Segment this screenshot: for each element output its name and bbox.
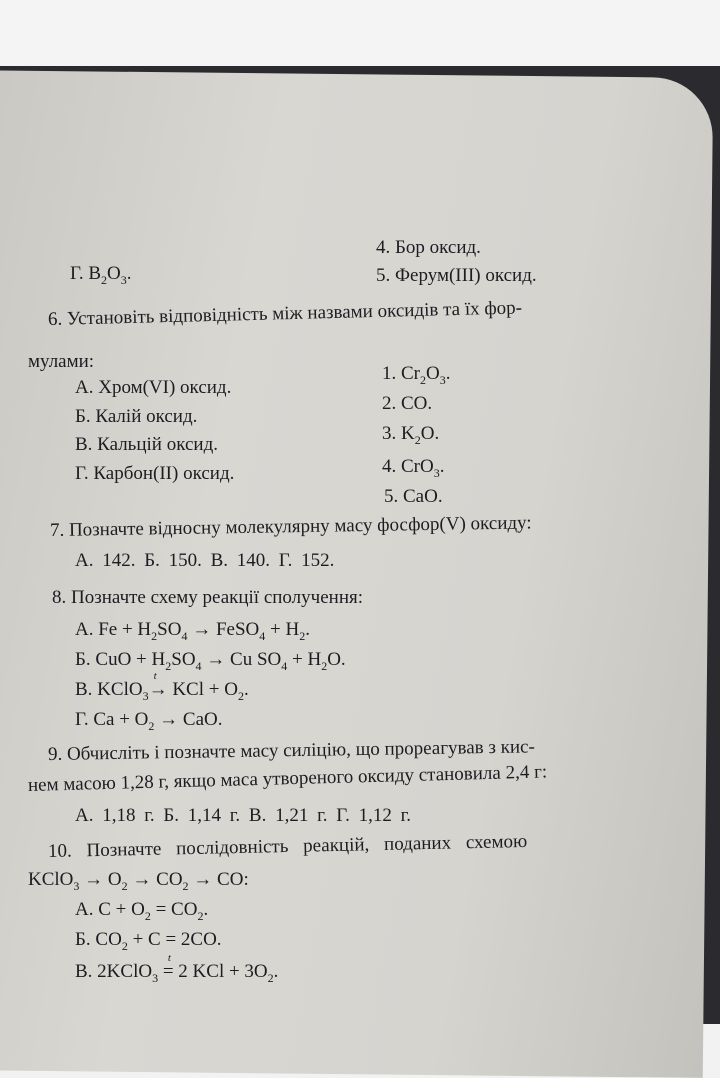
prev-item-5: 5. Ферум(III) оксид.: [376, 265, 537, 286]
q6-text-line1: 6. Установіть відповідність між назвами оксидів та їх фор-: [47, 297, 523, 330]
q6-name-c: В. Кальцій оксид.: [75, 434, 218, 455]
q7-text: 7. Позначте відносну молекулярну масу фосфор(V) оксиду:: [49, 512, 532, 541]
q10-option-c: В. 2KClO$_3$ t = 2 KCl + $3O_2$.: [75, 952, 279, 985]
q6-text-line2: мулами:: [28, 351, 95, 372]
q9-text-line2: нем масою 1,28 г, якщо маса утвореного оксиду становила 2,4 г:: [27, 761, 548, 796]
q10-option-a: А. $C + O_2 = CO_2$.: [75, 899, 209, 923]
q9-text-line1: 9. Обчисліть і позначте масу силіцію, що прореагував з кис-: [47, 736, 535, 765]
q6-formula-4: 4. CrO$_3$.: [382, 456, 445, 480]
q10-text-line1: 10. Позначте послідовність реакцій, поданих схемою: [47, 830, 528, 862]
prev-row-g: Г. $B_2O_3$.: [70, 263, 132, 287]
q10-scheme: KClO$_3$ → $O_2 \to CO_2$ → CO:: [28, 869, 249, 893]
q8-option-a: А. $Fe + H_2SO_4$ → FeSO$_4$ + $H_2$.: [75, 619, 310, 643]
q10-option-b: Б. $CO_2 + C = 2CO$.: [75, 929, 222, 953]
q6-name-a: А. Хром(VI) оксид.: [75, 377, 232, 398]
q7-options: А. 142. Б. 150. В. 140. Г. 152.: [75, 550, 335, 571]
q8-option-b: Б. CuO + $H_2SO_4 \to Cu$ $SO_4 + H_2O$.: [75, 649, 346, 673]
q6-name-d: Г. Карбон(II) оксид.: [75, 463, 235, 484]
q6-formula-1: 1. $Cr_2O_3$.: [382, 363, 451, 387]
q6-formula-5: 5. CaO.: [384, 486, 443, 507]
q6-formula-3: 3. $K_2O$.: [382, 423, 440, 447]
q8-option-d: Г. $Ca + O_2$ → CaO.: [75, 709, 223, 733]
q8-option-c: В. KClO$_3$ t → KCl + $O_2$.: [75, 670, 249, 703]
q6-formula-2: 2. CO.: [382, 393, 433, 414]
q9-options: А. 1,18 г. Б. 1,14 г. В. 1,21 г. Г. 1,12 г.: [75, 805, 411, 826]
q8-text: 8. Позначте схему реакції сполучення:: [52, 587, 364, 608]
q6-name-b: Б. Калій оксид.: [75, 406, 198, 427]
prev-item-4: 4. Бор оксид.: [376, 237, 481, 258]
